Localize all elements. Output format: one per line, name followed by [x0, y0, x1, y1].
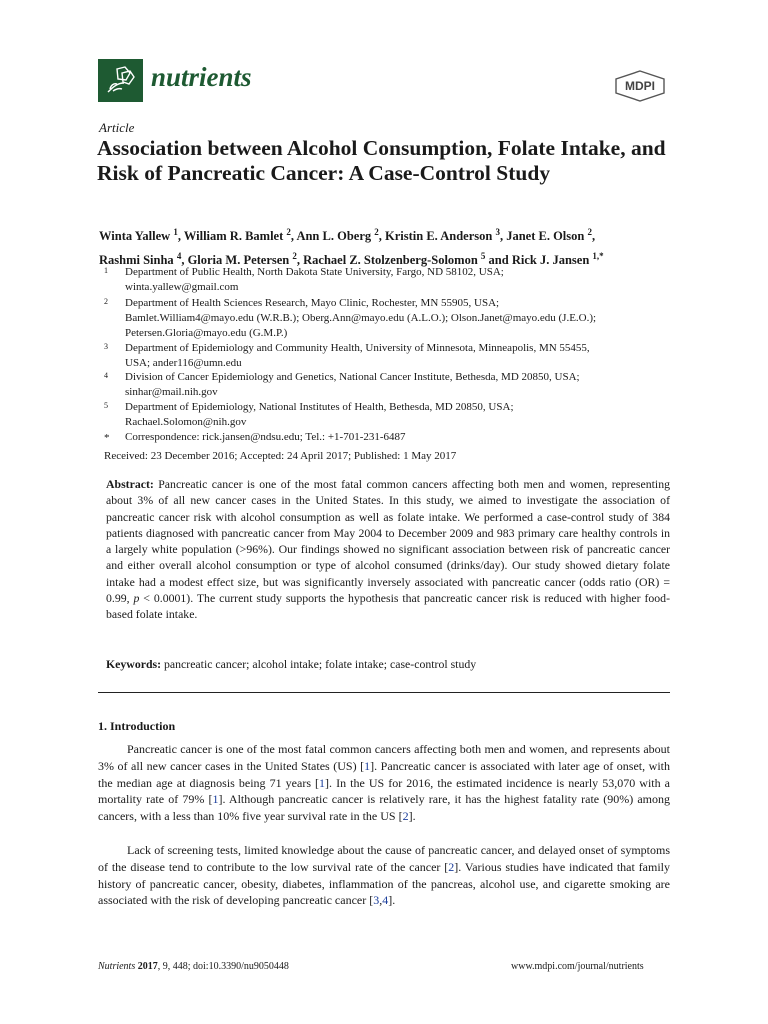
section-divider — [98, 692, 670, 693]
author-name: Rachael Z. Stolzenberg-Solomon — [303, 253, 478, 268]
affiliation-5 — [104, 400, 684, 430]
affiliation-line: winta.yallew@gmail.com — [125, 281, 239, 293]
author-affiliation: 2 — [374, 227, 379, 237]
correspondence — [104, 430, 684, 445]
abstract-p-symbol: p — [133, 591, 140, 606]
author-name: Rick J. Jansen — [511, 253, 590, 268]
author-name: Winta Yallew — [99, 229, 171, 244]
citation-link[interactable]: 1 — [364, 758, 371, 773]
journal-name: nutrients — [151, 62, 252, 92]
affiliation-line: Bamlet.William4@mayo.edu (W.R.B.); Oberg.Ann@mayo.edu (A.L.O.); Olson.Janet@mayo.edu (J.E.O.); — [125, 312, 597, 324]
nutrients-logo-icon — [98, 59, 143, 102]
footer-journal: Nutrients — [98, 961, 136, 972]
author-name: Rashmi Sinha — [99, 253, 174, 268]
abstract-text: < 0.0001). The current study supports the hypothesis that pancreatic cancer risk is reduced with higher food-based folate intake. — [106, 591, 671, 622]
affiliation-2 — [104, 296, 684, 341]
author-name: Gloria M. Petersen — [187, 253, 290, 268]
journal-logo — [98, 59, 143, 102]
affiliation-line: Division of Cancer Epidemiology and Genetics, National Cancer Institute, Bethesda, MD 20850, USA; — [125, 371, 580, 383]
intro-text: Pancreatic cancer is one of the most fatal common cancers affecting both men and women, and represents about 3% of all new cancer cases in the United States (US) [ — [98, 742, 670, 773]
affiliation-number: 4 — [104, 371, 108, 380]
affiliation-number: 3 — [104, 342, 108, 351]
intro-paragraph-1 — [98, 741, 670, 825]
article-title: Association between Alcohol Consumption, Folate Intake, and Risk of Pancreatic Cancer: A Case-Control Study — [97, 136, 666, 185]
affiliation-number: 5 — [104, 401, 108, 410]
citation-link[interactable]: 3 — [373, 893, 380, 908]
author-affiliation: 3 — [495, 227, 500, 237]
citation-link[interactable]: 1 — [319, 775, 326, 790]
keywords-text: pancreatic cancer; alcohol intake; folate intake; case-control study — [164, 657, 477, 671]
footer-doi: , 9, 448; doi:10.3390/nu9050448 — [157, 961, 289, 972]
author-affiliation: 2 — [587, 227, 592, 237]
citation-link[interactable]: 4 — [382, 893, 389, 908]
intro-text: ]. Pancreatic cancer is associated with later age of onset, with the median age at diagnosis being 71 years [ — [98, 758, 671, 790]
intro-text: ]. Although pancreatic cancer is relatively rare, it has the highest fatality rate (90%) among cancers, with a less than 10% five year survival rate in the US [ — [98, 792, 670, 824]
citation-link[interactable]: 1 — [212, 792, 219, 807]
author-affiliation: 4 — [176, 251, 182, 262]
footer-citation — [98, 961, 289, 972]
intro-paragraph-2 — [98, 842, 670, 909]
affiliation-number: 1 — [104, 266, 108, 275]
publisher-name: MDPI — [625, 79, 655, 93]
author-name: Ann L. Oberg — [296, 229, 372, 244]
citation-separator: , — [379, 893, 383, 908]
affiliation-number: * — [104, 432, 110, 444]
citation-link[interactable]: 2 — [448, 859, 455, 874]
affiliation-line: Department of Health Sciences Research, Mayo Clinic, Rochester, MN 55905, USA; — [125, 297, 500, 309]
intro-text: ]. In the US for 2016, the estimated incidence is nearly 53,070 with a mortality rate of 79% [ — [98, 775, 671, 807]
abstract-text: Pancreatic cancer is one of the most fatal common cancers affecting both men and women, representing about 3% of all new cancer cases in the United States. In this study, we aimed to investigate the association of pancreatic cancer risk with alcohol consumption as well as folate intake. We performed a case-control study of 384 patients diagnosed with pancreatic cancer from May 2004 to December 2009 and 983 primary care healthy controls in a largely white population (>96%). Our findings showed no significant association between risk of pancreatic cancer and either overall alcohol consumption or type of alcohol consumed (drinks/day). Our study showed dietary folate intake had a modest effect size, but was significantly inversely associated with pancreatic cancer (odds ratio (OR) = 0.99, — [106, 477, 670, 606]
mdpi-logo — [613, 70, 667, 102]
affiliation-line: Correspondence: rick.jansen@ndsu.edu; Tel.: +1-701-231-6487 — [125, 431, 406, 443]
affiliation-line: Department of Epidemiology, National Institutes of Health, Bethesda, MD 20850, USA; — [125, 401, 514, 413]
affiliation-line: Department of Public Health, North Dakota State University, Fargo, ND 58102, USA; — [125, 266, 504, 278]
affiliation-4 — [104, 370, 684, 400]
author-list: Winta Yallew $^1$, William R. Bamlet $^2$, Ann L. Oberg $^2$, Kristin E. Anderson $^3$, Janet E. Olson $^2$, Rashmi Sinha $^4$, Gloria M. Petersen $^2$, Rachael Z. Stolzenberg-Solomon $^5$ and Rick J. Jansen $^{1,*}$ — [99, 227, 604, 268]
author-affiliation: 1,* — [592, 251, 604, 262]
affiliation-3 — [104, 341, 684, 371]
abstract — [106, 476, 670, 623]
author-affiliation: 5 — [480, 251, 486, 262]
footer-url[interactable]: www.mdpi.com/journal/nutrients — [511, 961, 644, 972]
author-name: William R. Bamlet — [183, 229, 284, 244]
section-heading: 1. Introduction — [98, 719, 176, 733]
affiliation-line: Petersen.Gloria@mayo.edu (G.M.P.) — [125, 327, 288, 339]
intro-text: ]. — [388, 893, 396, 908]
keywords — [106, 657, 670, 672]
affiliation-line: Department of Epidemiology and Community Health, University of Minnesota, Minneapolis, MN 55455, — [125, 342, 590, 354]
citation-link[interactable]: 2 — [402, 809, 409, 824]
footer-year: 2017 — [137, 961, 158, 972]
publication-dates: Received: 23 December 2016; Accepted: 24 April 2017; Published: 1 May 2017 — [104, 450, 457, 462]
intro-text: ]. Various studies have indicated that family history of pancreatic cancer, obesity, diabetes, inflammation of the pancreas, alcohol use, and cigarette smoking are associated with the risk of developing pancreatic cancer [ — [98, 859, 670, 908]
author-affiliation: 1 — [173, 227, 178, 237]
keywords-label: Keywords: — [106, 657, 162, 671]
affiliation-line: USA; ander116@umn.edu — [125, 357, 242, 369]
affiliation-line: Rachael.Solomon@nih.gov — [125, 416, 247, 428]
abstract-label: Abstract: — [106, 477, 154, 491]
intro-text: ]. — [408, 809, 416, 824]
author-name: Kristin E. Anderson — [385, 229, 493, 244]
affiliation-1 — [104, 265, 684, 295]
affiliation-line: sinhar@mail.nih.gov — [125, 386, 218, 398]
author-name: Janet E. Olson — [506, 229, 585, 244]
author-affiliation: 2 — [286, 227, 291, 237]
author-affiliation: 2 — [292, 251, 297, 262]
mdpi-logo-icon — [613, 70, 667, 102]
intro-text: Lack of screening tests, limited knowledge about the cause of pancreatic cancer, and delayed onset of symptoms of the disease tend to contribute to the low survival rate of the cancer [ — [98, 843, 670, 874]
affiliation-number: 2 — [104, 297, 108, 306]
article-type: Article — [99, 120, 135, 135]
